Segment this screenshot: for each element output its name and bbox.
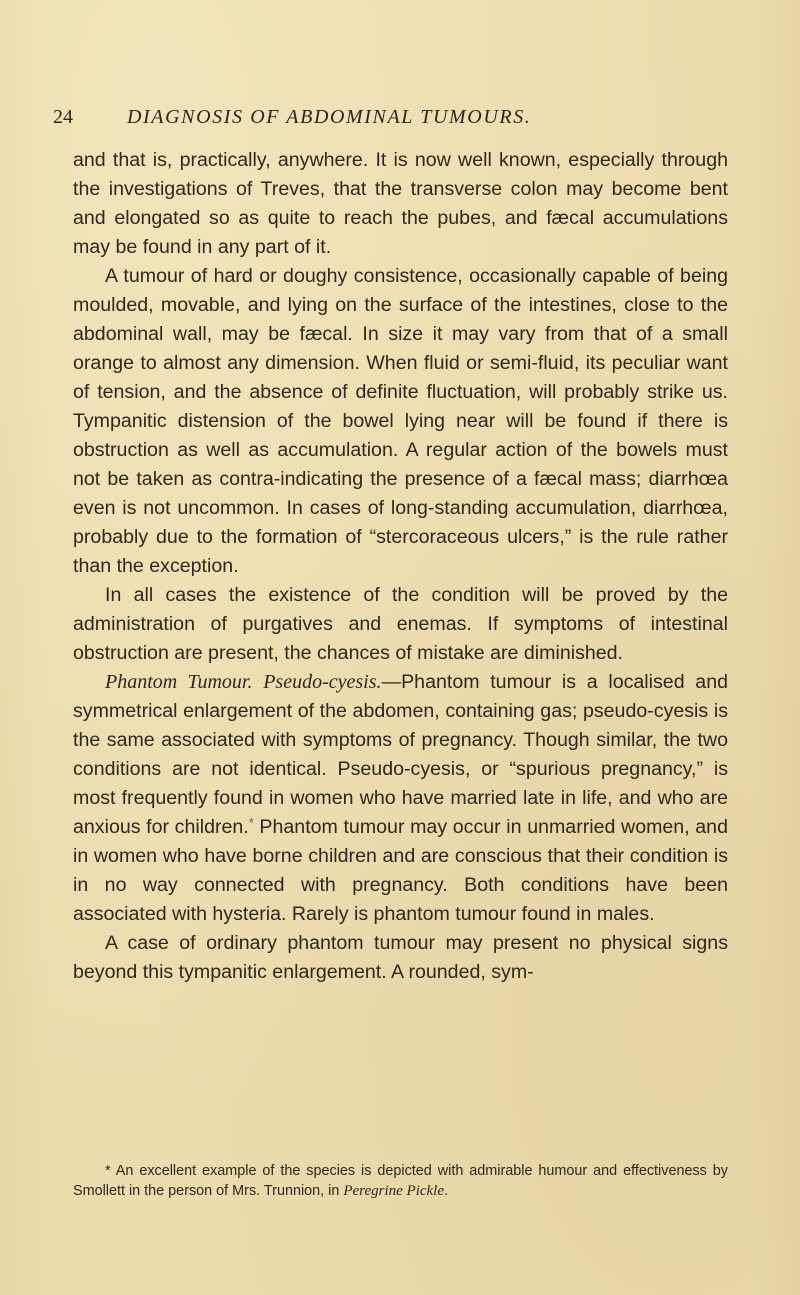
paragraph-ordinary-case: A case of ordinary phantom tumour may present no physical signs beyond this tympanitic enlargement. A rounded, sym-	[73, 932, 728, 983]
section-heading-phantom-tumour: Phantom Tumour.	[105, 671, 253, 693]
running-head	[53, 106, 728, 130]
paragraph-text-part-a: —Phantom tumour is a localised and symmetrical enlargement of the abdomen, containing gas; pseudo-cyesis is the same associated with symptoms of pregnancy. Though similar, the two conditions are not identical. Pseudo-cyesis, or “spurious pregnancy,” is most frequently found in women who have married late in life, and who are anxious for children.	[73, 671, 728, 838]
paragraph-faecal-tumour: A tumour of hard or doughy consistence, occasionally capable of being moulded, movable, and lying on the surface of the intestines, close to the abdominal wall, may be fæcal. In size it may vary from that of a small orange to almost any dimension. When fluid or semi-fluid, its peculiar want of tension, and the absence of definite fluctuation, will probably strike us. Tympanitic distension of the bowel lying near will be found if there is obstruction as well as accumulation. A regular action of the bowels must not be taken as contra-indicating the presence of a fæcal mass; diarrhœa even is not uncommon. In cases of long-standing accumulation, diarrhœa, probably due to the formation of “stercoraceous ulcers,” is the rule rather than the exception.	[73, 265, 728, 577]
footnote-marker: *	[105, 1163, 111, 1179]
paragraph-continuation: and that is, practically, anywhere. It is now well known, especially through the investigations of Treves, that the transverse colon may become bent and elongated so as quite to reach the pubes, and fæcal accumulations may be found in any part of it.	[73, 149, 728, 258]
footnote	[73, 1161, 728, 1201]
paragraph-phantom-tumour	[73, 668, 728, 929]
footnote-book-title: Peregrine Pickle	[343, 1183, 445, 1199]
running-head-title: DIAGNOSIS OF ABDOMINAL TUMOURS.	[127, 106, 532, 128]
paragraph-diagnosis-proof: In all cases the existence of the condition will be proved by the administration of purgatives and enemas. If symptoms of intestinal obstruction are present, the chances of mistake are diminished.	[73, 584, 728, 664]
footnote-end: .	[444, 1183, 449, 1199]
paragraph-text-part-b: Phantom tumour may occur in unmarried women, and in women who have borne children and are conscious that their condition is in no way connected with pregnancy. Both conditions have been associated with hysteria. Rarely is phantom tumour found in males.	[73, 816, 728, 925]
page-number: 24	[53, 106, 73, 128]
body-text	[73, 146, 728, 987]
footnote-text: An excellent example of the species is depicted with admirable humour and effectiveness by Smollett in the person of Mrs. Trunnion, in	[73, 1163, 728, 1199]
footnote-paragraph	[73, 1161, 728, 1201]
section-heading-pseudo-cyesis: Pseudo-cyesis.	[263, 671, 382, 693]
footnote-reference: *	[248, 815, 254, 830]
